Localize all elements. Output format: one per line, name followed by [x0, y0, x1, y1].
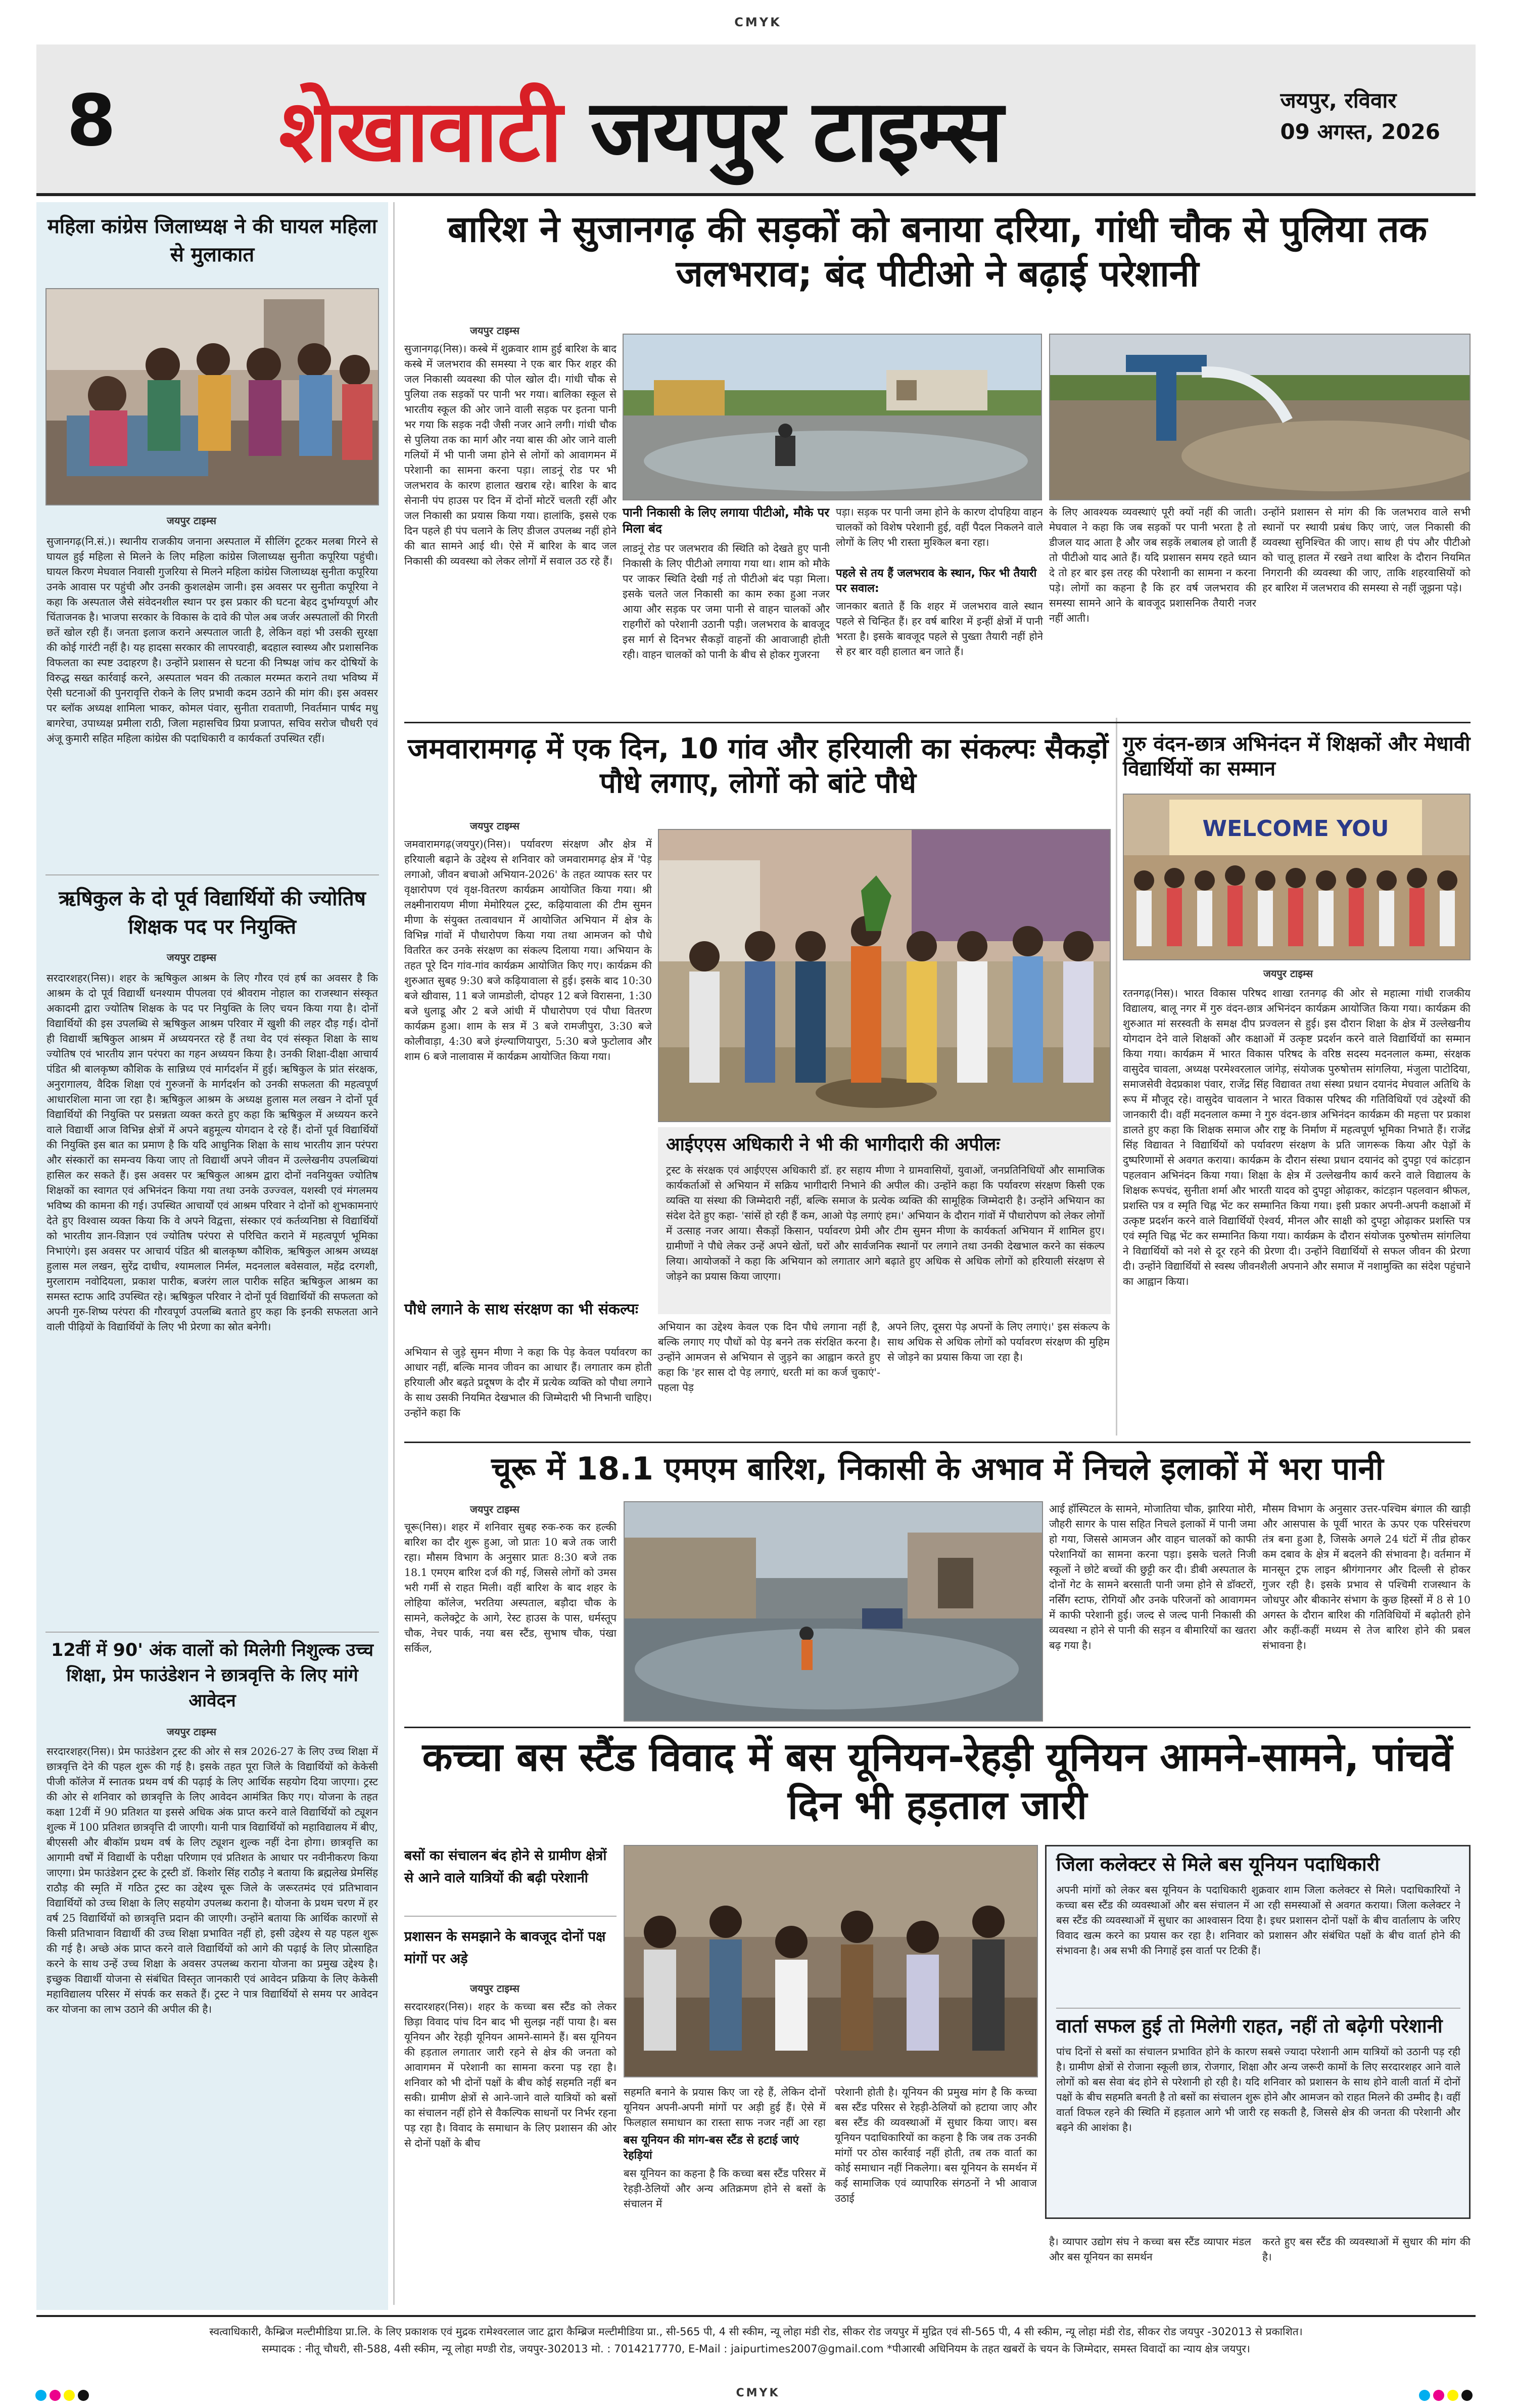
water-pump-photo-art [1050, 335, 1471, 500]
churu-body3: मौसम विभाग के अनुसार उत्तर-पश्चिम बंगाल की खाड़ी और आसपास के पूर्वी भारत के ऊपर एक परिसंचरण तंत्र बना हुआ है, जिसके अगले 24 घंटों में तीव्र होकर कम दबाव के क्षेत्र में बदलने की संभावना है। वर्तमान में मानसून ट्रफ लाइन श्रीगंगानगर और दिल्ली से होकर गुजर रही है। इसके प्रभाव से पश्चिमी राजस्थान के जोधपुर और बीकानेर संभाग के कुछ हिस्सों में 8 से 10 अगस्त के दौरान बारिश की गतिविधियों में बढ़ोतरी होने और कहीं-कहीं मध्यम से तेज बारिश होने की प्रबल संभावना है। [1262, 1503, 1471, 1651]
guru-vandan-byline: जयपुर टाइम्स [1263, 967, 1313, 980]
sidebar-story2-headline: ऋषिकुल के दो पूर्व विद्यार्थियों की ज्योतिष शिक्षक पद पर नियुक्ति [59, 887, 366, 939]
sidebar-divider [45, 1632, 379, 1633]
jamwaramgarh-subhead: पौधे लगाने के साथ संरक्षण का भी संकल्पः [404, 1301, 638, 1318]
tree-plantation-photo-art [659, 830, 1111, 1122]
box-divider [1056, 2008, 1460, 2009]
bus-union-meeting-photo-art [625, 1846, 1038, 2077]
jamwaramgarh-body: जमवारामगढ़(जयपुर)(निस)। पर्यावरण संरक्षण और क्षेत्र में हरियाली बढ़ाने के उद्देश्य से शनिवार को जमवारामगढ़ क्षेत्र में 'पेड़ लगाओ, जीवन बचाओ अभियान-2026' के तहत व्यापक स्तर पर वृक्षारोपण एवं वृक्ष-वितरण कार्यक्रम आयोजित किया गया। श्री लक्ष्मीनारायण मीणा मेमोरियल ट्रस्ट, कढ़ियावाला की टीम सुमन मीणा के संयुक्त तत्वावधान में आयोजित अभियान में क्षेत्र के विभिन्न गांवों में पौधारोपण किया गया तथा आमजन को पौधे वितरित कर उनके संरक्षण का संकल्प दिलाया गया। अभियान के तहत पूरे दिन गांव-गांव कार्यक्रम आयोजित किए गए। कार्यक्रम की शुरुआत सुबह 9:30 बजे कढ़ियावाला से हुई। इसके बाद 10:30 बजे खीवास, 11 बजे जामडोली, दोपहर 12 बजे विरासना, 1:30 बजे धुलाडू और 2 बजे आंधी में पौधारोपण एवं पौधा वितरण कार्यक्रम हुआ। शाम के सत्र में 3 बजे रामजीपुरा, 3:30 बजे कोलीवाड़ा, 4:30 बजे इंग्ल्याणियापुरा, 5:30 बजे फुटोलाव और शाम 6 बजे नालावास में कार्यक्रम आयोजित किया गया। [404, 838, 652, 1062]
bus-stand-pullquote1: बसों का संचालन बंद होने से ग्रामीण क्षेत्रों से आने वाले यात्रियों की बढ़ी परेशानी [404, 1848, 607, 1886]
cmyk-mark-top: CMYK [734, 15, 782, 29]
hospital-visit-photo-art [46, 289, 379, 505]
hospital-visit-photo [45, 288, 379, 505]
lead-headline: बारिश ने सुजानगढ़ की सड़कों को बनाया दरिया, गांधी चौक से पुलिया तक जलभराव; बंद पीटीओ ने बढ़ाई परेशानी [447, 208, 1428, 295]
bus-stand-body2c: बस यूनियन का कहना है कि कच्चा बस स्टैंड परिसर में रेहड़ी-ठेलियों और अन्य अतिक्रमण होने से बसों के संचालन में [624, 2167, 826, 2210]
lead-byline: जयपुर टाइम्स [470, 325, 520, 337]
lead-body-col3: पड़ा। सड़क पर पानी जमा होने के कारण दोपहिया वाहन चालकों को विशेष परेशानी हुई, वहीं पैदल निकलने वाले लोगों के लिए भी रास्ता मुश्किल बना रहा। [836, 506, 1043, 548]
column-rule [393, 202, 395, 2305]
talks-body: पांच दिनों से बसों का संचालन प्रभावित होने के कारण सबसे ज्यादा परेशानी आम यात्रियों को उठानी पड़ रही है। ग्रामीण क्षेत्रों से रोजाना स्कूली छात्र, रोजगार, शिक्षा और अन्य जरूरी कामों के लिए सरदारशहर आने वाले लोगों को बस सेवा बंद होने से परेशानी हो रही है। यदि शनिवार को प्रशासन के साथ होने वाली वार्ता में दोनों पक्षों के बीच सहमति बनती है तो बसों का संचालन शुरू होने और आमजन को राहत मिलने की उम्मीद है। वहीं वार्ता विफल रहने की स्थिति में हड़ताल आगे भी जारी रह सकती है, जिससे क्षेत्र की जनता की परेशानी और बढ़ने की आशंका है। [1056, 2046, 1460, 2134]
churu-flood-photo-art [625, 1502, 1043, 1722]
welcome-banner-text: WELCOME YOU [1202, 816, 1389, 842]
lead-body-col3b: जानकार बताते हैं कि शहर में जलभराव वाले स्थान पहले से चिन्हित हैं। हर वर्ष बारिश में इन्हीं क्षेत्रों में पानी भरता है। इसके बावजूद पहले से पुख्ता तैयारी नहीं होने से हर बार वही हालात बन जाते हैं। [836, 600, 1043, 658]
imprint-line1: स्वत्वाधिकारी, कैम्ब्रिज मल्टीमीडिया प्रा.लि. के लिए प्रकाशक एवं मुद्रक रामेश्वरलाल जाट द्वारा कैम्ब्रिज मल्टीमीडिया प्रा., सी-565 पी, 4 सी स्कीम, न्यू लोहा मंडी रोड, सीकर रोड जयपुर में मुद्रित एवं सी-565 पी, 4 सी स्कीम, न्यू लोहा मंडी रोड, सीकर रोड जयपुर -302013 से प्रकाशित। [209, 2326, 1303, 2338]
lead-subhead-waterlogging-spots: पहले से तय हैं जलभराव के स्थान, फिर भी तैयारी पर सवाल: [836, 567, 1037, 595]
guru-vandan-body: रतनगढ़(निस)। भारत विकास परिषद शाखा रतनगढ़ की ओर से महात्मा गांधी राजकीय विद्यालय, बालू नगर में गुरु वंदन-छात्र अभिनंदन कार्यक्रम आयोजित किया गया। कार्यक्रम की शुरुआत मां सरस्वती के समक्ष दीप प्रज्वलन से हुई। इस दौरान शिक्षा के क्षेत्र में उल्लेखनीय योगदान देने वाले शिक्षकों और कक्षाओं में उत्कृष्ट प्रदर्शन करने वाले विद्यार्थियों का सम्मान किया गया। कार्यक्रम में भारत विकास परिषद के वरिष्ठ सदस्य मदनलाल कम्मा, संरक्षक वासुदेव चावला, अध्यक्ष परमेश्वरलाल जांगेड़, संयोजक पुरुषोत्तम सांगलिया, मंजुला पाटोदिया, समाजसेवी वेदप्रकाश पंवार, राजेंद्र सिंह विद्यावत तथा संस्था प्रधान दयानंद मेघवाल अतिथि के रूप में मौजूद रहे। वासुदेव चावलान ने भारत विकास परिषद की गतिविधियों एवं उद्देश्यों की जानकारी दी। वहीं मदनलाल कम्मा ने गुरु वंदन-छात्र अभिनंदन कार्यक्रम की महत्ता पर प्रकाश डालते हुए कहा कि शिक्षक समाज और राष्ट्र के निर्माण में महत्वपूर्ण भूमिका निभाते हैं। राजेंद्र सिंह विद्यावत ने विद्यार्थियों को पर्यावरण संरक्षण के प्रति जागरूक किया और पेड़ों के दुष्परिणामों से अवगत कराया। कार्यक्रम के दौरान संस्था प्रधान दयानंद को दुपट्टा एवं कांटड़ान पहलवान अभिनंदन किया गया। शिक्षा के क्षेत्र में उल्लेखनीय कार्य करने वाले विद्यालय के शिक्षक रूपचंद, सुनीता शर्मा और भारती यादव को दुपट्टा ओढ़ाकर, कांटड़ान पहलवान श्रीफल, प्रशस्ति पत्र व स्मृति चिह्न भेंट कर सम्मानित किया गया। इसी प्रकार अपनी-अपनी कक्षाओं में उत्कृष्ट प्रदर्शन करने वाले विद्यार्थियों ऐश्वर्य, मीनल और साक्षी को दुपट्टा ओढ़ाकर प्रशस्ति पत्र एवं स्मृति चिह्न भेंट कर सम्मानित किया गया। कार्यक्रम के दौरान संयोजक पुरुषोत्तम सांगलिया ने विद्यार्थियों को नशे से दूर रहने की प्रेरणा दी। उन्होंने विद्यार्थियों से सफल जीवन की प्रेरणा दी। उन्होंने विद्यार्थियों से स्वस्थ जीवनशैली अपनाने और समाज में नशामुक्ति का संदेश पहुंचाने का आह्वान किया। [1123, 987, 1471, 1287]
churu-flood-photo [624, 1501, 1043, 1722]
lead-body-col2: लाडनूं रोड पर जलभराव की स्थिति को देखते हुए पानी निकासी के लिए पीटीओ लगाया गया था। शाम को मौके पर जाकर स्थिति देखी गई तो पीटीओ बंद पड़ा मिला। इसके चलते जल निकासी का काम रुका हुआ नजर आया और सड़क पर जमा पानी से वाहन चालकों और राहगीरों को परेशानी उठानी पड़ी। जलभराव के बावजूद इस मार्ग से दिनभर सैकड़ों वाहनों की आवाजाही होती रही। वाहन चालकों को पानी के बीच से होकर गुजरना [623, 542, 830, 661]
ias-appeal-subhead: आईएएस अधिकारी ने भी की भागीदारी की अपीलः [666, 1134, 1000, 1155]
cmyk-mark-bottom: CMYK [736, 2387, 780, 2399]
bus-stand-pullquote2: प्रशासन के समझाने के बावजूद दोनों पक्ष मांगों पर अड़े [404, 1929, 606, 1967]
sidebar-story3-headline: 12वीं में 90' अंक वालों को मिलेगी निशुल्क उच्च शिक्षा, प्रेम फाउंडेशन ने छात्रवृत्ति के लिए मांगे आवेदन [51, 1640, 373, 1711]
sidebar-story3-body: सरदारशहर(निस)। प्रेम फाउंडेशन ट्रस्ट की ओर से सत्र 2026-27 के लिए उच्च शिक्षा में छात्रवृत्ति देने की पहल शुरू की गई है। इसके तहत पूरा जिले के विद्यार्थियों को केकेसी पीजी कॉलेज में स्नातक प्रथम वर्ष की पढ़ाई के लिए आर्थिक सहयोग दिया जाएगा। ट्रस्ट की ओर से शनिवार को छात्रवृत्ति के लिए आवेदन आमंत्रित किए गए। योजना के तहत कक्षा 12वीं में 90 प्रतिशत या इससे अधिक अंक प्राप्त करने वाले विद्यार्थियों को ट्यूशन शुल्क में 100 प्रतिशत छात्रवृत्ति दी जाएगी। यानी पात्र विद्यार्थियों को महाविद्यालय में बीए, बीएससी और बीकॉम प्रथम वर्ष के लिए ट्यूशन शुल्क नहीं देना होगा। छात्रवृत्ति का आगामी वर्षों में विद्यार्थी के परीक्षा परिणाम एवं प्रतिशत के आधार पर नवीनीकरण किया जाएगा। प्रेम फाउंडेशन ट्रस्ट के ट्रस्टी डॉ. किशोर सिंह राठौड़ ने बताया कि ब्रह्मलेख प्रेमसिंह राठौड़ की स्मृति में गठित ट्रस्ट का उद्देश्य चूरू जिले के जरूरतमंद एवं प्रतिभावान विद्यार्थियों को उच्च शिक्षा के लिए सहयोग उपलब्ध कराना है। योजना के प्रथम चरण में हर वर्ष 25 विद्यार्थियों को छात्रवृत्ति प्रदान की जाएगी। उन्होंने बताया कि आर्थिक कारणों से किसी प्रतिभावान विद्यार्थी की उच्च शिक्षा प्रभावित नहीं हो, इसी उद्देश्य से यह पहल शुरू की गई है। अच्छे अंक प्राप्त करने वाले विद्यार्थियों को आगे की पढ़ाई के लिए प्रोत्साहित करने के साथ उन्हें उच्च शिक्षा के अवसर उपलब्ध कराना योजना का प्रमुख उद्देश्य है। इच्छुक विद्यार्थी योजना से संबंधित विस्तृत जानकारी एवं आवेदन प्रक्रिया के लिए केकेसी महाविद्यालय परिसर में संपर्क कर सकते हैं। ट्रस्ट ने पात्र विद्यार्थियों से समय पर आवेदन कर योजना का लाभ उठाने की अपील की है। [46, 1745, 378, 2015]
sidebar-story2-byline: जयपुर टाइम्स [167, 951, 217, 963]
bus-union-meeting-photo [624, 1845, 1038, 2077]
sidebar-story1-headline: महिला कांग्रेस जिलाध्यक्ष ने की घायल महिला से मुलाकात [47, 215, 377, 266]
guru-vandan-headline: गुरु वंदन-छात्र अभिनंदन में शिक्षकों और मेधावी विद्यार्थियों का सम्मान [1123, 732, 1471, 780]
imprint-footer [36, 2315, 1476, 2366]
churu-headline: चूरू में 18.1 एमएम बारिश, निकासी के अभाव में निचले इलाकों में भरा पानी [491, 1450, 1384, 1487]
sidebar-story2-body: सरदारशहर(निस)। शहर के ऋषिकुल आश्रम के लिए गौरव एवं हर्ष का अवसर है कि आश्रम के दो पूर्व विद्यार्थी धनश्याम पीपलवा एवं श्रीवराम नोहाल का राजस्थान संस्कृत अकादमी द्वारा ज्योतिष शिक्षक के पद पर नियुक्ति के लिए चयन किया गया है। दोनों विद्यार्थियों की इस उपलब्धि से ऋषिकुल आश्रम परिवार में खुशी की लहर दौड़ गई। दोनों ही विद्यार्थी ऋषिकुल आश्रम में अध्ययनरत रहे हैं तथा वेद एवं संस्कृत शिक्षा के साथ ज्योतिष एवं भारतीय ज्ञान परंपरा का गहन अध्ययन किया है। उनकी शिक्षा-दीक्षा आचार्य पंडित श्री बालकृष्ण कौशिक के सान्निध्य एवं मार्गदर्शन में हुई। ऋषिकुल के प्रांत संरक्षक, अनुरागालय, वैदिक शिक्षा एवं गुरुजनों के मार्गदर्शन को उनकी सफलता की महत्वपूर्ण आधारशिला माना जा रहा है। ऋषिकुल आश्रम के अध्यक्ष हुलास मल लखन ने दोनों पूर्व विद्यार्थियों की नियुक्ति पर प्रसन्नता व्यक्त करते हुए कहा कि ऋषिकुल में अध्ययन करने वाले विद्यार्थी आज विभिन्न क्षेत्रों में अपने बहुमूल्य योगदान दे रहे हैं। दोनों पूर्व विद्यार्थियों की नियुक्ति इस बात का प्रमाण है कि यदि आधुनिक शिक्षा के साथ भारतीय ज्ञान परंपरा और संस्कारों का समन्वय किया जाए तो विद्यार्थी अपने जीवन में उल्लेखनीय उपलब्धियां हासिल कर सकते हैं। इस अवसर पर ऋषिकुल आश्रम द्वारा दोनों नवनियुक्त ज्योतिष शिक्षकों का स्वागत एवं अभिनंदन किया गया तथा उनके उज्ज्वल, यशस्वी एवं मंगलमय भविष्य की कामना की गई। उपस्थित आचार्यों एवं आश्रम परिवार ने दोनों को शुभकामनाएं देते हुए विश्वास व्यक्त किया कि वे अपने विद्वत्ता, संस्कार एवं कर्तव्यनिष्ठा से विद्यार्थियों को भारतीय ज्ञान-विज्ञान एवं ज्योतिष परंपरा से परिचित कराने में महत्वपूर्ण भूमिका निभाएंगे। इस अवसर पर आचार्य पंडित श्री बालकृष्ण कौशिक, ऋषिकुल आश्रम अध्यक्ष हुलास मल लखन, सुरेंद्र दाधीच, श्यामलाल निर्मल, मदनलाल बवेसवाल, महेंद्र दरगशी, मुरलाराम नवोदियला, प्रकाश पारीक, बजरंग लाल पारीक सहित ऋषिकुल आश्रम का समस्त स्टाफ आदि उपस्थित रहे। ऋषिकुल परिवार ने दोनों पूर्व विद्यार्थियों की सफलता को अपनी गुरु-शिष्य परंपरा की गौरवपूर्ण उपलब्धि बताते हुए कहा कि इनकी सफलता आने वाली पीढ़ियों के विद्यार्थियों के लिए भी प्रेरणा का स्रोत बनेगी। [46, 972, 378, 1333]
bus-union-demand-subhead: बस यूनियन की मांग-बस स्टैंड से हटाई जाएं रेहड़ियां [624, 2134, 799, 2162]
churu-body1: चूरू(निस)। शहर में शनिवार सुबह रुक-रुक कर हल्की बारिश का दौर शुरू हुआ, जो प्रातः 10 बजे तक जारी रहा। मौसम विभाग के अनुसार प्रातः 8:30 बजे तक 18.1 एमएम बारिश दर्ज की गई, जिससे लोगों को उमस भरी गर्मी से राहत मिली। वहीं बारिश के बाद शहर के लोहिया कॉलेज, भरतिया अस्पताल, बड़ौदा चौक के सामने, कलेक्ट्रेट के आगे, रेस्ट हाउस के पास, धर्मस्तूप चौक, नेचर पार्क, नया बस स्टैंड, सुभाष चौक, पंखा सर्किल, [404, 1521, 617, 1654]
lead-body-col5: उन्होंने प्रशासन से मांग की कि जलभराव वाले सभी स्थानों पर स्थायी प्रबंध किए जाएं, जल निकासी की व्यवस्था सुनिश्चित की जाए। साथ ही पंप और पीटीओ को चालू हालत में रखने तथा बारिश के दौरान नियमित निगरानी की व्यवस्था की जाए, ताकि शहरवासियों को हर बारिश में जलभराव की समस्या से नहीं जूझना पड़े। [1262, 506, 1471, 594]
column-rule [1116, 718, 1117, 1435]
section-divider [404, 1442, 1471, 1443]
bus-stand-headline: कच्चा बस स्टैंड विवाद में बस यूनियन-रेहड़ी यूनियन आमने-सामने, पांचवें दिन भी हड़ताल जारी [422, 1735, 1453, 1829]
jamwaramgarh-body2: अभियान से जुड़े सुमन मीणा ने कहा कि पेड़ केवल पर्यावरण का आधार नहीं, बल्कि मानव जीवन का आधार हैं। लगातार कम होती हरियाली और बढ़ते प्रदूषण के दौर में प्रत्येक व्यक्ति को पौधा लगाने के साथ उसकी नियमित देखभाल की जिम्मेदारी भी निभानी चाहिए। उन्होंने कहा कि [404, 1346, 652, 1419]
title-red-part: शेखावाटी [279, 81, 561, 181]
tree-plantation-photo [658, 829, 1111, 1122]
jamwaramgarh-body3: अभियान का उद्देश्य केवल एक दिन पौधे लगाना नहीं है, बल्कि लगाए गए पौधों को पेड़ बनने तक संरक्षित करना है। उन्होंने आमजन से अभियान से जुड़ने का आह्वान करते हुए कहा कि 'हर सास दो पेड़ लगाएं, धरती मां का कर्ज चुकाएं'-पहला पेड़ [658, 1321, 880, 1394]
collector-subhead: जिला कलेक्टर से मिले बस यूनियन पदाधिकारी [1056, 1853, 1380, 1875]
city-day: जयपुर, रविवार [1280, 88, 1397, 113]
lead-body-col1: सुजानगढ़(निस)। कस्बे में शुक्रवार शाम हुई बारिश के बाद कस्बे में जलभराव की समस्या ने एक बार फिर शहर की जल निकासी व्यवस्था की पोल खोल दी। गांधी चौक से पुलिया तक सड़कों पर पानी भर गया। बालिका स्कूल से भारतीय स्कूल की ओर जाने वाली सड़क पर इतना पानी भर गया कि सड़क नदी जैसी नजर आने लगी। गांधी चौक से पुलिया तक का मार्ग और नया बास की ओर जाने वाली गलियों में भी पानी जमा होने से लोगों को आवागमन में परेशानी का सामना करना पड़ा। लाडनूं रोड पर भी जलभराव के कारण हालात खराब रहे। बारिश के बाद सेनानी पंप हाउस पर दिन में दोनों मोटरें चलती रहीं और जल निकासी का प्रयास किया गया। हालांकि, इससे एक दिन पहले ही पंप चलाने के लिए डीजल उपलब्ध नहीं होने की बात सामने आई थी। ऐसे में बारिश के बाद जल निकासी की व्यवस्था को लेकर लोगों में सवाल उठ रहे हैं। [404, 343, 617, 567]
bus-stand-bottom-col1: है। व्यापार उद्योग संघ ने कच्चा बस स्टैंड व्यापार मंडल और बस यूनियन का समर्थन [1049, 2236, 1251, 2263]
jamwaramgarh-body4: अपने लिए, दूसरा पेड़ अपनों के लिए लगाएं।' इस संकल्प के साथ अधिक से अधिक लोगों को पर्यावरण संरक्षण की मुहिम से जोड़ने का प्रयास किया जा रहा है। [887, 1321, 1110, 1363]
bus-stand-body1: सरदारशहर(निस)। शहर के कच्चा बस स्टैंड को लेकर छिड़ा विवाद पांच दिन बाद भी सुलझ नहीं पाया है। बस यूनियन और रेहड़ी यूनियन आमने-सामने हैं। बस यूनियन की हड़ताल लगातार जारी रहने से क्षेत्र की जनता को आवागमन में परेशानी का सामना करना पड़ रहा है। शनिवार को भी दोनों पक्षों के बीच कोई सहमति नहीं बन सकी। ग्रामीण क्षेत्रों से आने-जाने वाले यात्रियों को बसों का संचालन नहीं होने से वैकल्पिक साधनों पर निर्भर रहना पड़ रहा है। विवाद के समाधान के लिए प्रशासन की ओर से दोनों पक्षों के बीच [404, 2001, 617, 2149]
section-divider [404, 722, 1471, 723]
jamwaramgarh-headline: जमवारामगढ़ में एक दिन, 10 गांव और हरियाली का संकल्पः सैकड़ों पौधे लगाए, लोगों को बांटे पौधे [407, 732, 1109, 800]
jamwaramgarh-byline: जयपुर टाइम्स [470, 820, 520, 832]
churu-body2: आई हॉस्पिटल के सामने, मोजातिया चौक, झारिया मोरी, जौहरी सागर के पास सहित निचले इलाकों में पानी जमा हो गया, जिससे आमजन और वाहन चालकों को काफी परेशानियों का सामना करना पड़ा। इसके चलते निजी स्कूलों ने छोटे बच्चों की छुट्टी कर दी। डीबी अस्पताल के दोनों गेट के सामने बरसाती पानी जमा होने से डॉक्टरों, नर्सिंग स्टाफ, रोगियों और उनके परिजनों को आवागमन में काफी परेशानी हुई। जल्द से जल्द पानी निकासी की व्यवस्था न होने से पानी की सड़न व बीमारियों का खतरा बढ़ गया है। [1049, 1503, 1256, 1651]
churu-byline: जयपुर टाइम्स [470, 1503, 520, 1515]
masthead [36, 44, 1476, 196]
sidebar-story1-byline: जयपुर टाइम्स [167, 515, 217, 527]
issue-date: 09 अगस्त, 2026 [1280, 119, 1440, 144]
lead-body-col4: के लिए आवश्यक व्यवस्थाएं पूरी क्यों नहीं की जाती। मेघवाल ने कहा कि जब सड़कों पर पानी भरता है तो डीजल याद आता है और जब सड़कें लबालब हो जाती हैं तो पीटीओ याद आते हैं। यदि प्रशासन समय रहते ध्यान दे तो हर बार इस तरह की परेशानी का सामना न करना पड़े। लोगों का कहना है कि हर वर्ष जलभराव की समस्या सामने आने के बावजूद प्रशासनिक तैयारी नजर नहीं आती। [1049, 506, 1256, 624]
ias-appeal-body: ट्रस्ट के संरक्षक एवं आईएएस अधिकारी डॉ. हर सहाय मीणा ने ग्रामवासियों, युवाओं, जनप्रतिनिधियों और सामाजिक कार्यकर्ताओं से अभियान में सक्रिय भागीदारी निभाने की अपील की। उन्होंने कहा कि पर्यावरण संरक्षण किसी एक व्यक्ति या संस्था की जिम्मेदारी नहीं, बल्कि समाज के प्रत्येक व्यक्ति की सामूहिक जिम्मेदारी है। उन्होंने अभियान का संदेश देते हुए कहा- 'सांसें हो रही हैं कम, आओ पेड़ लगाएं हम।' अभियान के दौरान गांवों में पौधारोपण को लेकर लोगों में उत्साह नजर आया। सैकड़ों किसान, पर्यावरण प्रेमी और टीम सुमन मीणा के कार्यकर्ता अभियान में शामिल हुए। ग्रामीणों ने पौधे लेकर उन्हें अपने खेतों, घरों और सार्वजनिक स्थानों पर लगाने तथा उनकी देखभाल करने का संकल्प लिया। आयोजकों ने कहा कि अभियान को लगातार आगे बढ़ाते हुए अधिक से अधिक लोगों को हरियाली संरक्षण से जोड़ने का प्रयास किया जाएगा। [666, 1164, 1105, 1282]
flooded-road-photo [623, 334, 1042, 500]
pullquote-divider [404, 1916, 617, 1917]
bus-stand-body3: परेशानी होती है। यूनियन की प्रमुख मांग है कि कच्चा बस स्टैंड परिसर से रेहड़ी-ठेलियों को हटाया जाए और बस स्टैंड की व्यवस्थाओं में सुधार किया जाए। बस यूनियन पदाधिकारियों का कहना है कि जब तक उनकी मांगों पर ठोस कार्रवाई नहीं होती, तब तक वार्ता का कोई समाधान नहीं निकलेगा। बस यूनियन के समर्थन में कई सामाजिक एवं व्यापारिक संगठनों ने भी आवाज उठाई [835, 2086, 1037, 2204]
water-pump-photo [1049, 334, 1471, 500]
flooded-road-photo-art [624, 335, 1042, 500]
bus-stand-byline: जयपुर टाइम्स [470, 1982, 520, 1995]
section-divider [404, 1727, 1471, 1728]
title-black-part: जयपुर टाइम्स [590, 81, 1003, 181]
sidebar-story1-body: सुजानगढ़(नि.सं.)। स्थानीय राजकीय जनाना अस्पताल में सीलिंग टूटकर मलबा गिरने से घायल हुई महिला से मिलने के लिए महिला कांग्रेस जिलाध्यक्ष सुनीता कपूरिया पहुंची। घायल किरण मेघवाल निवासी गुजरिया से मिलने महिला कांग्रेस जिलाध्यक्ष सुनीता कपूरिया उनके आवास पर पहुंची और उनकी कुशलक्षेम जानी। इस अवसर पर सुनीता कपूरिया ने कहा कि अस्पताल जैसे संवेदनशील स्थान पर इस प्रकार की घटना बेहद दुर्भाग्यपूर्ण और चिंताजनक है। भाजपा सरकार के विकास के दावे की पोल अब जर्जर अस्पतालों की गिरती छतें खोल रही हैं। जनता इलाज कराने अस्पताल जाती है, लेकिन वहां भी उसकी सुरक्षा की कोई गारंटी नहीं है। यह हादसा सरकार की लापरवाही, बदहाल स्वास्थ्य और प्रशासनिक विफलता का स्पष्ट उदाहरण है। उन्होंने प्रशासन से घटना की निष्पक्ष जांच कर दोषियों के विरुद्ध सख्त कार्रवाई करने, अस्पताल भवन की तत्काल मरम्मत कराने तथा भविष्य में ऐसी घटनाओं की पुनरावृत्ति रोकने के लिए प्रभावी कदम उठाने की मांग की। इस अवसर पर ब्लॉक अध्यक्ष शामिला भाकर, कोमल पंवार, सुनीता रावताणी, निवर्तमान पार्षद मधु बागरेचा, उपाध्यक्ष प्रमीला राठी, जिला महासचिव प्रिया प्रजापत, सचिव सरोज चौधरी एवं अंजू कुमारी सहित महिला कांग्रेस की पदाधिकारी व कार्यकर्ता उपस्थित रहीं। [46, 535, 378, 745]
pto-caption: पानी निकासी के लिए लगाया पीटीओ, मौके पर मिला बंद [623, 505, 830, 536]
talks-subhead: वार्ता सफल हुई तो मिलेगी राहत, नहीं तो बढ़ेगी परेशानी [1056, 2015, 1443, 2037]
page-number: 8 [67, 80, 116, 162]
imprint-line2: सम्पादक : नीतू चौधरी, सी-588, 4सी स्कीम, न्यू लोहा मण्डी रोड, जयपुर-302013 मो. : 7014217770, E-Mail : jaipurtimes2007@gmail.com *पीआरबी अधिनियम के तहत खबरों के चयन के जिम्मेदार, समस्त विवादों का न्याय क्षेत्र जयपुर। [262, 2343, 1250, 2355]
sidebar-divider [45, 874, 379, 875]
bus-stand-bottom-col2: करते हुए बस स्टैंड की व्यवस्थाओं में सुधार की मांग की है। [1262, 2236, 1471, 2263]
collector-body: अपनी मांगों को लेकर बस यूनियन के पदाधिकारी शुक्रवार शाम जिला कलेक्टर से मिले। पदाधिकारियों ने कच्चा बस स्टैंड की व्यवस्थाओं और बस संचालन में आ रही समस्याओं से अवगत कराया। जिला कलेक्टर ने बस स्टैंड की व्यवस्थाओं में सुधार का आश्वासन दिया है। इधर प्रशासन दोनों पक्षों के बीच वार्तालाप के जरिए विवाद खत्म करने का प्रयास कर रहा है। शनिवार को प्रशासन और संबंधित पक्षों के बीच वार्ता होने की संभावना है। अब सभी की निगाहें इस वार्ता पर टिकी हैं। [1056, 1884, 1460, 1957]
guru-vandan-photo [1123, 794, 1471, 960]
newspaper-title [279, 69, 1003, 186]
bus-stand-body2: सहमति बनाने के प्रयास किए जा रहे हैं, लेकिन दोनों यूनियन अपनी-अपनी मांगों पर अड़ी हुई हैं। ऐसे में फिलहाल समाधान का रास्ता साफ नजर नहीं आ रहा [624, 2086, 826, 2128]
sidebar-story3-byline: जयपुर टाइम्स [167, 1726, 217, 1738]
dateline [1280, 85, 1440, 148]
